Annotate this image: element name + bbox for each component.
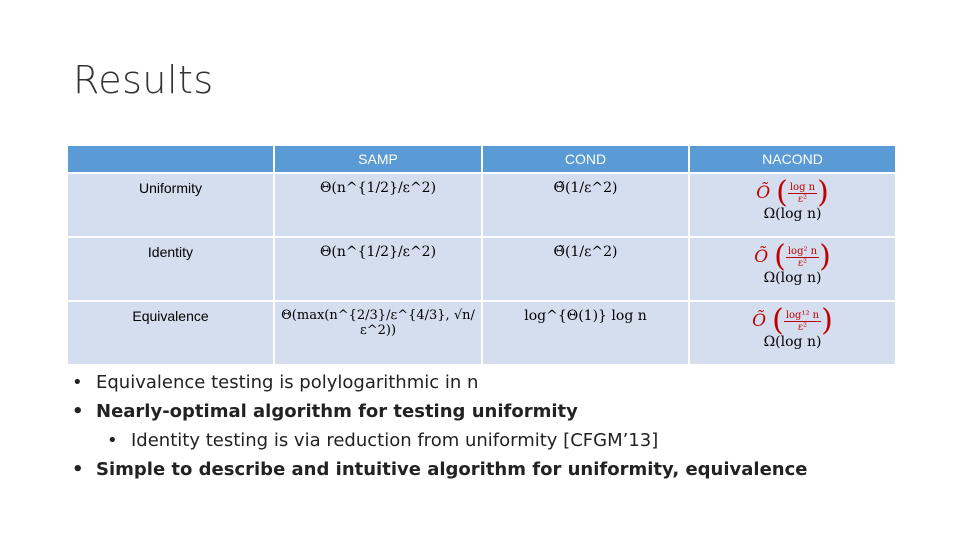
bullet-list bbox=[72, 368, 807, 484]
bullet-dot-icon: • bbox=[72, 459, 84, 480]
bullet-text: Equivalence testing is polylogarithmic in n bbox=[96, 372, 479, 393]
table-row bbox=[67, 173, 896, 237]
right-paren: ) bbox=[817, 175, 829, 210]
row-label-identity: Identity bbox=[67, 237, 274, 301]
bullet-text: Identity testing is via reduction from uniformity [CFGM’13] bbox=[131, 430, 659, 451]
left-paren: ( bbox=[774, 239, 786, 274]
row-label-equivalence: Equivalence bbox=[67, 301, 274, 365]
right-paren: ) bbox=[819, 239, 831, 274]
nacond-cell-equivalence bbox=[689, 301, 896, 365]
bullet-item bbox=[72, 455, 807, 484]
fraction-denominator: ε² bbox=[797, 321, 808, 333]
samp-cell-equivalence bbox=[274, 301, 482, 365]
nacond-lower-bound: Ω(log n) bbox=[763, 334, 822, 350]
nacond-upper-bound bbox=[690, 239, 895, 274]
cond-value: Θ̃(1/ε^2) bbox=[553, 244, 618, 260]
slide-title: Results bbox=[73, 58, 214, 102]
samp-value: Θ(n^{1/2}/ε^2) bbox=[319, 244, 437, 260]
cond-cell-uniformity bbox=[482, 173, 689, 237]
nacond-upper-bound bbox=[690, 303, 895, 338]
left-paren: ( bbox=[776, 175, 788, 210]
fraction bbox=[786, 246, 819, 269]
o-tilde-symbol: Õ bbox=[754, 247, 769, 267]
cond-value: Θ̃(1/ε^2) bbox=[553, 180, 618, 196]
bullet-text: Simple to describe and intuitive algorithm for uniformity, equivalence bbox=[96, 459, 808, 480]
o-tilde-symbol: Õ bbox=[756, 183, 771, 203]
fraction-denominator: ε² bbox=[797, 257, 808, 269]
header-cell-samp: SAMP bbox=[274, 145, 482, 173]
right-paren: ) bbox=[821, 303, 833, 338]
bullet-item bbox=[72, 368, 807, 397]
nacond-upper-bound bbox=[690, 175, 895, 210]
table-header-row bbox=[67, 145, 896, 173]
nacond-cell-uniformity bbox=[689, 173, 896, 237]
samp-cell-identity bbox=[274, 237, 482, 301]
bullet-dot-icon: • bbox=[72, 401, 84, 422]
cond-value: log^{Θ(1)} log n bbox=[524, 308, 647, 324]
fraction-numerator: log¹² n bbox=[785, 309, 820, 321]
bullet-item bbox=[72, 397, 807, 426]
nacond-cell-identity bbox=[689, 237, 896, 301]
sub-bullet-item bbox=[72, 426, 807, 455]
bullet-text: Nearly-optimal algorithm for testing uniformity bbox=[96, 401, 578, 422]
fraction bbox=[788, 182, 817, 205]
cond-cell-identity bbox=[482, 237, 689, 301]
samp-value: Θ(max(n^{2/3}/ε^{4/3}, √n/ε^2)) bbox=[281, 308, 475, 338]
bullet-dot-icon: • bbox=[72, 372, 83, 393]
o-tilde-symbol: Õ bbox=[752, 311, 767, 331]
cond-cell-equivalence bbox=[482, 301, 689, 365]
table-row bbox=[67, 237, 896, 301]
fraction-numerator: log n bbox=[789, 181, 816, 193]
results-table bbox=[66, 144, 897, 366]
header-cell-cond: COND bbox=[482, 145, 689, 173]
table-row bbox=[67, 301, 896, 365]
row-label-uniformity: Uniformity bbox=[67, 173, 274, 237]
left-paren: ( bbox=[772, 303, 784, 338]
nacond-lower-bound: Ω(log n) bbox=[763, 270, 822, 286]
header-cell-empty bbox=[67, 145, 274, 173]
header-cell-nacond: NACOND bbox=[689, 145, 896, 173]
fraction-numerator: log² n bbox=[787, 245, 818, 257]
nacond-lower-bound: Ω(log n) bbox=[763, 206, 822, 222]
fraction bbox=[784, 310, 821, 333]
samp-cell-uniformity bbox=[274, 173, 482, 237]
fraction-denominator: ε² bbox=[797, 193, 808, 205]
bullet-dot-icon: • bbox=[107, 430, 118, 451]
samp-value: Θ(n^{1/2}/ε^2) bbox=[319, 180, 437, 196]
